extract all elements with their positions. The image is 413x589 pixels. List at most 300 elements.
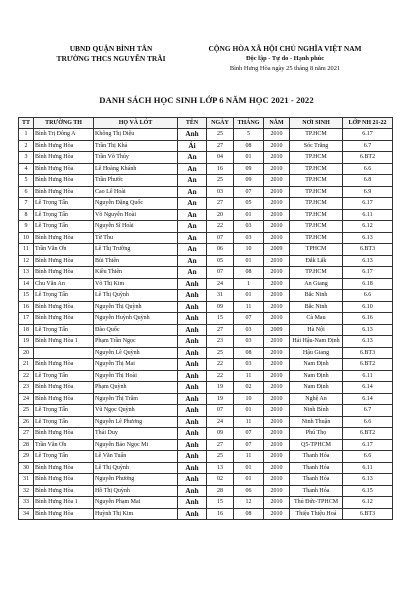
birth-day: 07 bbox=[207, 232, 234, 244]
birth-month: 03 bbox=[234, 336, 264, 348]
birth-year: 2010 bbox=[264, 209, 290, 221]
student-surname: Nguyễn Thị Quỳnh bbox=[94, 301, 178, 313]
birth-day: 31 bbox=[207, 290, 234, 302]
birth-month: 11 bbox=[234, 370, 264, 382]
primary-school: Bình Hưng Hòa bbox=[34, 267, 94, 279]
birthplace: Q5-TPHCM bbox=[290, 439, 343, 451]
table-row bbox=[19, 313, 393, 325]
birth-month: 01 bbox=[234, 405, 264, 417]
student-given-name: Anh bbox=[178, 508, 207, 520]
birth-day: 20 bbox=[207, 209, 234, 221]
header-left bbox=[26, 44, 196, 64]
class-name: 6.BT3 bbox=[343, 508, 393, 520]
birth-month: 01 bbox=[234, 209, 264, 221]
header-right bbox=[180, 44, 390, 74]
primary-school: Bình Hưng Hòa bbox=[34, 428, 94, 440]
class-name: 6.10 bbox=[343, 301, 393, 313]
class-name: 6.BT2 bbox=[343, 428, 393, 440]
birth-month: 09 bbox=[234, 175, 264, 187]
student-given-name: Anh bbox=[178, 278, 207, 290]
birth-month: 1 bbox=[234, 278, 264, 290]
primary-school: Bình Hưng Hòa bbox=[34, 462, 94, 474]
birth-day: 05 bbox=[207, 255, 234, 267]
col-header: THÁNG bbox=[234, 118, 264, 129]
primary-school bbox=[34, 347, 94, 359]
col-header: TRƯỜNG TH bbox=[34, 118, 94, 129]
birthplace: TP.HCM bbox=[290, 152, 343, 164]
table-row bbox=[19, 451, 393, 463]
table-row bbox=[19, 152, 393, 164]
birth-month: 05 bbox=[234, 198, 264, 210]
class-name: 6.16 bbox=[343, 313, 393, 325]
primary-school: Bình Hưng Hòa 1 bbox=[34, 497, 94, 509]
birth-month: 07 bbox=[234, 313, 264, 325]
class-name: 6.12 bbox=[343, 497, 393, 509]
row-number: 5 bbox=[19, 175, 34, 187]
primary-school: Chu Văn An bbox=[34, 278, 94, 290]
class-name: 6.BT3 bbox=[343, 244, 393, 256]
student-surname: Thái Duy bbox=[94, 428, 178, 440]
student-given-name: Anh bbox=[178, 405, 207, 417]
row-number: 1 bbox=[19, 129, 34, 141]
row-number: 31 bbox=[19, 474, 34, 486]
student-given-name: Anh bbox=[178, 301, 207, 313]
primary-school: Lê Trọng Tấn bbox=[34, 324, 94, 336]
table-row bbox=[19, 175, 393, 187]
table-row bbox=[19, 301, 393, 313]
birthplace: Bắc Ninh bbox=[290, 301, 343, 313]
student-given-name: An bbox=[178, 209, 207, 221]
birth-month: 11 bbox=[234, 301, 264, 313]
student-surname: Nguyễn Huỳnh Quỳnh bbox=[94, 313, 178, 325]
birth-month: 12 bbox=[234, 497, 264, 509]
student-surname: Kiều Thiên bbox=[94, 267, 178, 279]
birth-month: 01 bbox=[234, 474, 264, 486]
primary-school: Trần Văn Ơn bbox=[34, 439, 94, 451]
table-row bbox=[19, 324, 393, 336]
class-name: 6.11 bbox=[343, 370, 393, 382]
col-header: TÊN bbox=[178, 118, 207, 129]
class-name: 6.6 bbox=[343, 451, 393, 463]
row-number: 13 bbox=[19, 267, 34, 279]
student-surname: Nguyễn Phương bbox=[94, 474, 178, 486]
class-name: 6.6 bbox=[343, 416, 393, 428]
document-title: DANH SÁCH HỌC SINH LỚP 6 NĂM HỌC 2021 - 2022 bbox=[99, 95, 314, 105]
table-row bbox=[19, 140, 393, 152]
birth-day: 19 bbox=[207, 382, 234, 394]
primary-school: Lê Trọng Tấn bbox=[34, 209, 94, 221]
table-body bbox=[19, 129, 393, 520]
birth-day: 09 bbox=[207, 428, 234, 440]
birthplace: TPHCM bbox=[290, 244, 343, 256]
student-given-name: Anh bbox=[178, 370, 207, 382]
student-surname: Nguyễn Sĩ Hoài bbox=[94, 221, 178, 233]
primary-school: Trần Văn Ơn bbox=[34, 244, 94, 256]
student-surname: Cao Lê Hoài bbox=[94, 186, 178, 198]
primary-school: Bình Hưng Hòa bbox=[34, 474, 94, 486]
table-row bbox=[19, 347, 393, 359]
student-given-name: Anh bbox=[178, 497, 207, 509]
student-surname: Bùi Thiên bbox=[94, 255, 178, 267]
student-given-name: Ái bbox=[178, 140, 207, 152]
birth-month: 02 bbox=[234, 382, 264, 394]
row-number: 18 bbox=[19, 324, 34, 336]
class-name: 6.14 bbox=[343, 393, 393, 405]
birth-year: 2009 bbox=[264, 324, 290, 336]
student-surname: Võ Nguyễn Hoài bbox=[94, 209, 178, 221]
table-row bbox=[19, 405, 393, 417]
birth-day: 06 bbox=[207, 244, 234, 256]
student-given-name: Anh bbox=[178, 382, 207, 394]
row-number: 8 bbox=[19, 209, 34, 221]
birthplace: Nghệ An bbox=[290, 393, 343, 405]
table-row bbox=[19, 129, 393, 141]
birthplace: TP.HCM bbox=[290, 175, 343, 187]
class-name: 6.13 bbox=[343, 324, 393, 336]
birth-day: 22 bbox=[207, 370, 234, 382]
primary-school: Lê Trọng Tấn bbox=[34, 290, 94, 302]
primary-school: Lê Trọng Tấn bbox=[34, 405, 94, 417]
row-number: 6 bbox=[19, 186, 34, 198]
table-row bbox=[19, 497, 393, 509]
table-row bbox=[19, 278, 393, 290]
birth-month: 07 bbox=[234, 439, 264, 451]
student-given-name: Anh bbox=[178, 347, 207, 359]
class-name: 6.BT2 bbox=[343, 152, 393, 164]
birth-month: 06 bbox=[234, 485, 264, 497]
primary-school: Lê Trọng Tấn bbox=[34, 416, 94, 428]
class-name: 6.11 bbox=[343, 462, 393, 474]
birth-year: 2010 bbox=[264, 462, 290, 474]
row-number: 20 bbox=[19, 347, 34, 359]
student-surname: Trần Thị Khả bbox=[94, 140, 178, 152]
table-row bbox=[19, 393, 393, 405]
table-row bbox=[19, 290, 393, 302]
primary-school: Bình Hưng Hòa bbox=[34, 186, 94, 198]
birthplace: Nam Định bbox=[290, 370, 343, 382]
birthplace: Ninh Bình bbox=[290, 405, 343, 417]
birthplace: Cà Mau bbox=[290, 313, 343, 325]
birth-year: 2010 bbox=[264, 232, 290, 244]
district-name: UBND QUẬN BÌNH TÂN bbox=[69, 44, 153, 53]
student-surname: Đào Quốc bbox=[94, 324, 178, 336]
birth-year: 2010 bbox=[264, 163, 290, 175]
class-name: 6.15 bbox=[343, 485, 393, 497]
table-row bbox=[19, 221, 393, 233]
birth-day: 25 bbox=[207, 175, 234, 187]
student-surname: Nguyễn Lê Quỳnh bbox=[94, 347, 178, 359]
table-row bbox=[19, 428, 393, 440]
birthplace: An Giang bbox=[290, 278, 343, 290]
birth-year: 2010 bbox=[264, 416, 290, 428]
row-number: 2 bbox=[19, 140, 34, 152]
class-name: 6.6 bbox=[343, 163, 393, 175]
row-number: 24 bbox=[19, 393, 34, 405]
student-surname: Lê Thị Quỳnh bbox=[94, 462, 178, 474]
student-given-name: Anh bbox=[178, 485, 207, 497]
birth-day: 15 bbox=[207, 497, 234, 509]
birth-day: 25 bbox=[207, 129, 234, 141]
birth-day: 16 bbox=[207, 163, 234, 175]
table-row bbox=[19, 209, 393, 221]
birth-year: 2010 bbox=[264, 497, 290, 509]
birth-day: 16 bbox=[207, 508, 234, 520]
birth-month: 08 bbox=[234, 267, 264, 279]
birth-year: 2010 bbox=[264, 393, 290, 405]
student-surname: Lê Văn Tuấn bbox=[94, 451, 178, 463]
birth-year: 2010 bbox=[264, 140, 290, 152]
birth-day: 09 bbox=[207, 301, 234, 313]
table-row bbox=[19, 267, 393, 279]
row-number: 25 bbox=[19, 405, 34, 417]
row-number: 27 bbox=[19, 428, 34, 440]
col-header: NĂM bbox=[264, 118, 290, 129]
row-number: 11 bbox=[19, 244, 34, 256]
student-surname: Vũ Ngọc Quỳnh bbox=[94, 405, 178, 417]
student-given-name: Anh bbox=[178, 439, 207, 451]
birth-year: 2010 bbox=[264, 485, 290, 497]
birthplace: Sóc Trăng bbox=[290, 140, 343, 152]
birth-year: 2010 bbox=[264, 255, 290, 267]
table-row bbox=[19, 163, 393, 175]
birth-year: 2010 bbox=[264, 336, 290, 348]
birthplace: TP.HCM bbox=[290, 209, 343, 221]
student-given-name: An bbox=[178, 255, 207, 267]
birthplace: Thủ Đức-TPHCM bbox=[290, 497, 343, 509]
birth-day: 15 bbox=[207, 313, 234, 325]
birth-day: 22 bbox=[207, 359, 234, 371]
student-given-name: Anh bbox=[178, 324, 207, 336]
class-name: 6.17 bbox=[343, 267, 393, 279]
birth-year: 2010 bbox=[264, 370, 290, 382]
student-given-name: Anh bbox=[178, 129, 207, 141]
row-number: 19 bbox=[19, 336, 34, 348]
col-header: HỌ VÀ LÓT bbox=[94, 118, 178, 129]
student-surname: Trần Võ Thúy bbox=[94, 152, 178, 164]
birth-day: 27 bbox=[207, 198, 234, 210]
primary-school: Lê Trọng Tấn bbox=[34, 370, 94, 382]
row-number: 16 bbox=[19, 301, 34, 313]
birthplace: Thanh Hóa bbox=[290, 474, 343, 486]
birth-year: 2010 bbox=[264, 451, 290, 463]
birth-year: 2010 bbox=[264, 175, 290, 187]
document-date: Bình Hưng Hòa ngày 25 tháng 8 năm 2021 bbox=[229, 65, 341, 72]
table-header-row bbox=[19, 118, 393, 129]
row-number: 34 bbox=[19, 508, 34, 520]
birth-day: 07 bbox=[207, 405, 234, 417]
national-motto: Độc lập - Tự do - Hạnh phúc bbox=[245, 55, 325, 62]
row-number: 14 bbox=[19, 278, 34, 290]
student-given-name: An bbox=[178, 221, 207, 233]
class-name: 6.12 bbox=[343, 221, 393, 233]
birth-month: 09 bbox=[234, 163, 264, 175]
birth-month: 01 bbox=[234, 462, 264, 474]
birth-year: 2010 bbox=[264, 221, 290, 233]
primary-school: Bình Hưng Hòa bbox=[34, 508, 94, 520]
student-surname: Hồ Thị Quỳnh bbox=[94, 485, 178, 497]
class-name: 6.13 bbox=[343, 336, 393, 348]
birth-day: 25 bbox=[207, 347, 234, 359]
student-given-name: An bbox=[178, 175, 207, 187]
class-name: 6.13 bbox=[343, 232, 393, 244]
student-surname: Từ Thu bbox=[94, 232, 178, 244]
student-given-name: Anh bbox=[178, 336, 207, 348]
student-given-name: An bbox=[178, 198, 207, 210]
student-given-name: An bbox=[178, 163, 207, 175]
birth-year: 2010 bbox=[264, 439, 290, 451]
birth-day: 02 bbox=[207, 474, 234, 486]
row-number: 26 bbox=[19, 416, 34, 428]
class-name: 6.7 bbox=[343, 140, 393, 152]
table-row bbox=[19, 198, 393, 210]
birth-year: 2010 bbox=[264, 347, 290, 359]
primary-school: Bình Hưng Hòa bbox=[34, 393, 94, 405]
class-name: 6.6 bbox=[343, 290, 393, 302]
birthplace: TP.HCM bbox=[290, 232, 343, 244]
primary-school: Bình Hưng Hòa bbox=[34, 175, 94, 187]
class-name: 6.18 bbox=[343, 278, 393, 290]
class-name: 6.17 bbox=[343, 439, 393, 451]
class-name: 6.9 bbox=[343, 186, 393, 198]
table-row bbox=[19, 370, 393, 382]
student-surname: Lê Thị Trường bbox=[94, 244, 178, 256]
table-row bbox=[19, 382, 393, 394]
student-given-name: Anh bbox=[178, 474, 207, 486]
birth-day: 27 bbox=[207, 439, 234, 451]
row-number: 28 bbox=[19, 439, 34, 451]
birth-year: 2010 bbox=[264, 186, 290, 198]
student-surname: Nguyễn Đặng Quốc bbox=[94, 198, 178, 210]
row-number: 22 bbox=[19, 370, 34, 382]
student-given-name: Anh bbox=[178, 416, 207, 428]
birth-day: 07 bbox=[207, 267, 234, 279]
birth-year: 2010 bbox=[264, 382, 290, 394]
birth-month: 01 bbox=[234, 290, 264, 302]
student-given-name: Anh bbox=[178, 462, 207, 474]
class-name: 6.13 bbox=[343, 474, 393, 486]
school-name: TRƯỜNG THCS NGUYỄN TRÃI bbox=[56, 54, 166, 63]
class-name: 6.14 bbox=[343, 382, 393, 394]
table-row bbox=[19, 485, 393, 497]
student-given-name: An bbox=[178, 232, 207, 244]
birth-year: 2010 bbox=[264, 198, 290, 210]
birthplace: Hải Hậu-Nam Định bbox=[290, 336, 343, 348]
table-row bbox=[19, 508, 393, 520]
student-surname: Võ Thị Kim bbox=[94, 278, 178, 290]
table-row bbox=[19, 359, 393, 371]
birthplace: Thanh Hóa bbox=[290, 462, 343, 474]
birth-year: 2010 bbox=[264, 405, 290, 417]
student-surname: Lê Thị Quỳnh bbox=[94, 290, 178, 302]
birthplace: TP.HCM bbox=[290, 221, 343, 233]
birth-year: 2010 bbox=[264, 301, 290, 313]
birth-year: 2010 bbox=[264, 359, 290, 371]
birthplace: Nam Định bbox=[290, 382, 343, 394]
birthplace: Thiệu Thiệu Hoá bbox=[290, 508, 343, 520]
birth-month: 03 bbox=[234, 324, 264, 336]
primary-school: Bình Hưng Hòa 1 bbox=[34, 336, 94, 348]
row-number: 12 bbox=[19, 255, 34, 267]
table-row bbox=[19, 336, 393, 348]
birth-day: 27 bbox=[207, 324, 234, 336]
birth-day: 13 bbox=[207, 462, 234, 474]
class-name: 6.8 bbox=[343, 175, 393, 187]
birth-month: 11 bbox=[234, 451, 264, 463]
class-name: 6.17 bbox=[343, 198, 393, 210]
student-given-name: Anh bbox=[178, 359, 207, 371]
class-name: 6.BT3 bbox=[343, 347, 393, 359]
primary-school: Bình Hưng Hòa bbox=[34, 382, 94, 394]
birth-month: 07 bbox=[234, 186, 264, 198]
student-given-name: An bbox=[178, 244, 207, 256]
row-number: 23 bbox=[19, 382, 34, 394]
student-surname: Nguyễn Lê Phương bbox=[94, 416, 178, 428]
birthplace: TP.HCM bbox=[290, 267, 343, 279]
student-surname: Huỳnh Thị Kim bbox=[94, 508, 178, 520]
student-surname: Nguyễn Thị Mai bbox=[94, 359, 178, 371]
birth-month: 10 bbox=[234, 393, 264, 405]
student-surname: Phạm Trần Ngọc bbox=[94, 336, 178, 348]
birth-year: 2010 bbox=[264, 508, 290, 520]
birthplace: TP.HCM bbox=[290, 198, 343, 210]
birth-year: 2010 bbox=[264, 152, 290, 164]
student-surname: Phạm Quỳnh bbox=[94, 382, 178, 394]
birth-month: 01 bbox=[234, 152, 264, 164]
birth-month: 08 bbox=[234, 140, 264, 152]
primary-school: Lê Trọng Tấn bbox=[34, 221, 94, 233]
primary-school: Bình Hưng Hòa bbox=[34, 140, 94, 152]
birthplace: Phú Thọ bbox=[290, 428, 343, 440]
student-given-name: An bbox=[178, 152, 207, 164]
row-number: 4 bbox=[19, 163, 34, 175]
birth-year: 2010 bbox=[264, 474, 290, 486]
row-number: 7 bbox=[19, 198, 34, 210]
row-number: 29 bbox=[19, 451, 34, 463]
birth-day: 04 bbox=[207, 152, 234, 164]
birthplace: TP.HCM bbox=[290, 129, 343, 141]
primary-school: Bình Hưng Hòa bbox=[34, 163, 94, 175]
class-name: 6.7 bbox=[343, 405, 393, 417]
birth-month: 03 bbox=[234, 221, 264, 233]
row-number: 32 bbox=[19, 485, 34, 497]
table-row bbox=[19, 186, 393, 198]
birth-month: 5 bbox=[234, 129, 264, 141]
primary-school: Bình Hưng Hòa bbox=[34, 232, 94, 244]
birthplace: Nam Định bbox=[290, 359, 343, 371]
student-surname: Nguyễn Bảo Ngọc Mi bbox=[94, 439, 178, 451]
birth-month: 01 bbox=[234, 255, 264, 267]
birth-year: 2010 bbox=[264, 278, 290, 290]
table-row bbox=[19, 255, 393, 267]
birth-day: 22 bbox=[207, 221, 234, 233]
primary-school: Bình Hưng Hòa bbox=[34, 152, 94, 164]
class-name: 6.11 bbox=[343, 209, 393, 221]
class-name: 6.17 bbox=[343, 129, 393, 141]
student-surname: Nguyễn Thị Hoài bbox=[94, 370, 178, 382]
primary-school: Lê Trọng Tấn bbox=[34, 451, 94, 463]
table-row bbox=[19, 232, 393, 244]
birth-year: 2010 bbox=[264, 313, 290, 325]
birthplace: Hậu Giang bbox=[290, 347, 343, 359]
primary-school: Bình Hưng Hòa bbox=[34, 485, 94, 497]
birth-day: 19 bbox=[207, 393, 234, 405]
row-number: 10 bbox=[19, 232, 34, 244]
birthplace: Hà Nội bbox=[290, 324, 343, 336]
student-surname: Nguyễn Thị Trâm bbox=[94, 393, 178, 405]
national-title: CỘNG HÒA XÃ HỘI CHỦ NGHĨA VIỆT NAM bbox=[208, 44, 362, 53]
birthplace: Thanh Hóa bbox=[290, 485, 343, 497]
student-given-name: Anh bbox=[178, 451, 207, 463]
